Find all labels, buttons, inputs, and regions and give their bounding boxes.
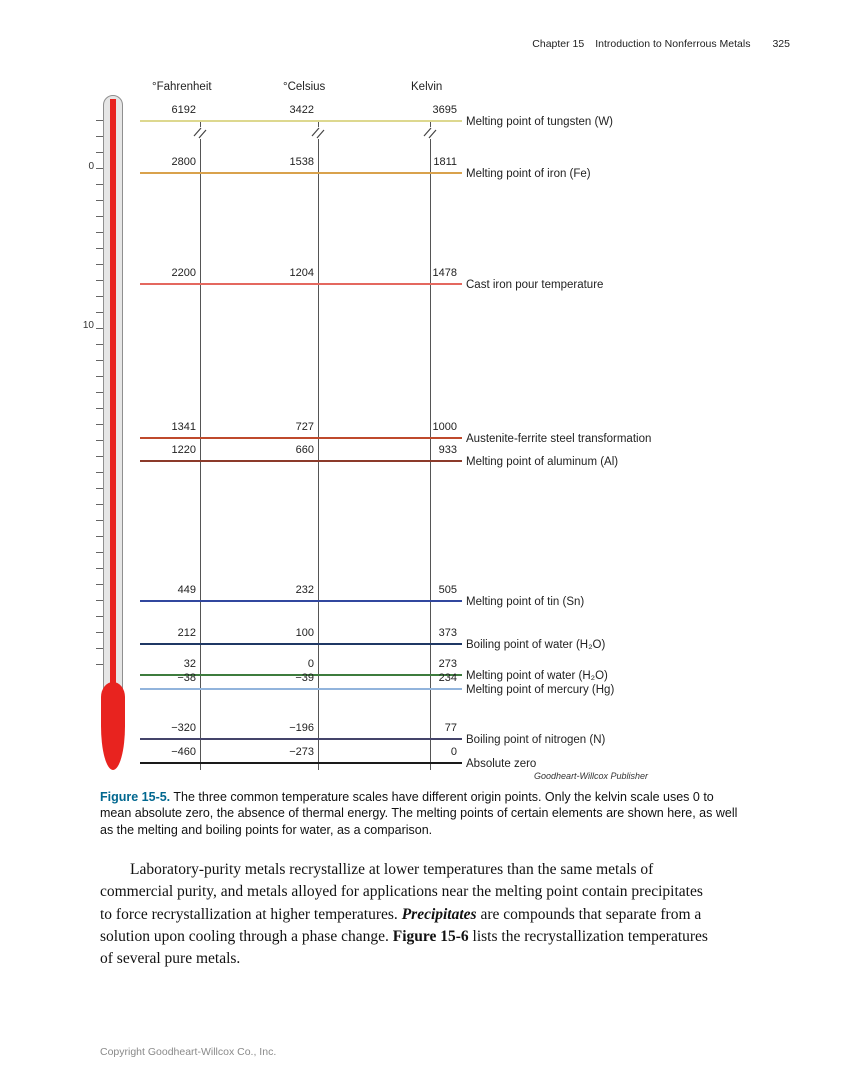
fahrenheit-value: 2800 bbox=[171, 156, 196, 168]
thermometer-tick bbox=[96, 616, 103, 617]
kelvin-value: 77 bbox=[444, 722, 457, 734]
body-paragraph bbox=[100, 859, 712, 971]
celsius-value: −39 bbox=[295, 672, 314, 684]
figure-caption-label: Figure 15-5. bbox=[100, 790, 171, 804]
fahrenheit-value: 1341 bbox=[171, 421, 196, 433]
fahrenheit-value: 1220 bbox=[171, 444, 196, 456]
thermometer-tick bbox=[96, 264, 103, 265]
temperature-line bbox=[140, 437, 462, 439]
temperature-annotation: Cast iron pour temperature bbox=[466, 279, 604, 291]
body-text-segment: Laboratory-purity metals recrystallize at lower temperatures than the same metals of commercial purity, and metals alloyed for applications near the melting point contain precipitates to force recrystallization at higher temperatures. bbox=[100, 861, 703, 923]
fahrenheit-value: 32 bbox=[183, 658, 196, 670]
temperature-line bbox=[140, 172, 462, 174]
celsius-value: 0 bbox=[307, 658, 314, 670]
temperature-annotation: Boiling point of nitrogen (N) bbox=[466, 734, 606, 746]
temperature-line bbox=[140, 762, 462, 764]
thermometer-tick bbox=[96, 296, 103, 297]
thermometer-scale-label: 10 bbox=[82, 320, 94, 331]
fahrenheit-value: 449 bbox=[177, 584, 196, 596]
thermometer-tick bbox=[96, 568, 103, 569]
celsius-value: 660 bbox=[295, 444, 314, 456]
celsius-value: 727 bbox=[295, 421, 314, 433]
thermometer-tick bbox=[96, 600, 103, 601]
kelvin-value: 373 bbox=[438, 627, 457, 639]
thermometer-tick bbox=[96, 152, 103, 153]
body-text-segment: are compounds that separate from a solution upon cooling through a phase change. bbox=[100, 905, 702, 945]
temperature-line bbox=[140, 688, 462, 690]
axis-break-icon bbox=[192, 125, 208, 141]
thermometer-tick bbox=[96, 504, 103, 505]
thermometer-tick bbox=[96, 648, 103, 649]
thermometer-tick bbox=[96, 664, 103, 665]
thermometer-tick bbox=[96, 440, 103, 441]
temperature-line bbox=[140, 120, 462, 122]
scale-axis-line bbox=[200, 120, 201, 770]
page-header bbox=[532, 38, 790, 50]
temperature-annotation: Boiling point of water (H₂O) bbox=[466, 639, 606, 651]
kelvin-value: 1811 bbox=[433, 156, 457, 168]
thermometer-tick bbox=[96, 120, 103, 121]
temperature-annotation: Melting point of aluminum (Al) bbox=[466, 456, 619, 468]
temperature-annotation: Absolute zero bbox=[466, 758, 537, 770]
scale-axis-line bbox=[318, 120, 319, 770]
thermometer-tick bbox=[96, 456, 103, 457]
thermometer-tick bbox=[96, 632, 103, 633]
thermometer-bulb bbox=[101, 682, 125, 770]
temperature-annotation: Melting point of mercury (Hg) bbox=[466, 684, 615, 696]
axis-break-icon bbox=[422, 125, 438, 141]
temperature-annotation: Melting point of water (H₂O) bbox=[466, 670, 608, 682]
thermometer-scale-label: 0 bbox=[88, 161, 94, 172]
fahrenheit-value: −320 bbox=[171, 722, 196, 734]
kelvin-value: 234 bbox=[438, 672, 457, 684]
body-text-segment: lists the recrystallization temperatures of several pure metals. bbox=[100, 927, 708, 968]
temperature-line bbox=[140, 600, 462, 602]
temperature-line bbox=[140, 283, 462, 285]
thermometer-tick bbox=[96, 216, 103, 217]
fahrenheit-value: −38 bbox=[177, 672, 196, 684]
figure-credit: Goodheart-Willcox Publisher bbox=[534, 771, 648, 781]
thermometer-tick bbox=[96, 328, 103, 329]
chapter-title: Introduction to Nonferrous Metals bbox=[595, 38, 751, 50]
scale-column-header: Kelvin bbox=[411, 81, 443, 93]
thermometer-tick bbox=[96, 360, 103, 361]
page-number: 325 bbox=[772, 38, 790, 50]
celsius-value: −273 bbox=[289, 746, 314, 758]
thermometer-tick bbox=[96, 136, 103, 137]
scale-column-header: °Fahrenheit bbox=[152, 81, 212, 93]
thermometer-tick bbox=[96, 280, 103, 281]
thermometer-tick bbox=[96, 488, 103, 489]
thermometer-tick bbox=[96, 520, 103, 521]
temperature-line bbox=[140, 460, 462, 462]
copyright-footer: Copyright Goodheart-Willcox Co., Inc. bbox=[100, 1046, 277, 1058]
celsius-value: −196 bbox=[289, 722, 314, 734]
fahrenheit-value: 6192 bbox=[171, 104, 196, 116]
temperature-annotation: Austenite-ferrite steel transformation bbox=[466, 433, 652, 445]
thermometer-mercury-column bbox=[110, 99, 116, 691]
body-text-segment: Figure 15-6 bbox=[392, 927, 469, 945]
kelvin-value: 1478 bbox=[432, 267, 457, 279]
fahrenheit-value: 2200 bbox=[171, 267, 196, 279]
fahrenheit-value: 212 bbox=[177, 627, 196, 639]
thermometer-tick bbox=[96, 552, 103, 553]
kelvin-value: 1000 bbox=[432, 421, 457, 433]
fahrenheit-value: −460 bbox=[171, 746, 196, 758]
thermometer-tick bbox=[96, 584, 103, 585]
kelvin-value: 505 bbox=[438, 584, 457, 596]
celsius-value: 1538 bbox=[289, 156, 314, 168]
kelvin-value: 273 bbox=[438, 658, 457, 670]
axis-break-icon bbox=[310, 125, 326, 141]
kelvin-value: 3695 bbox=[432, 104, 457, 116]
thermometer-tick bbox=[96, 376, 103, 377]
temperature-line bbox=[140, 643, 462, 645]
scale-column-header: °Celsius bbox=[283, 81, 326, 93]
body-text-segment: Precipitates bbox=[401, 905, 477, 923]
kelvin-value: 933 bbox=[438, 444, 457, 456]
thermometer-tick bbox=[96, 424, 103, 425]
figure-caption bbox=[100, 789, 740, 838]
thermometer-tick bbox=[96, 408, 103, 409]
thermometer-tick bbox=[96, 536, 103, 537]
temperature-annotation: Melting point of tungsten (W) bbox=[466, 116, 614, 128]
temperature-annotation: Melting point of iron (Fe) bbox=[466, 168, 591, 180]
thermometer-tick bbox=[96, 232, 103, 233]
temperature-annotation: Melting point of tin (Sn) bbox=[466, 596, 585, 608]
thermometer-tick bbox=[96, 344, 103, 345]
thermometer-tick bbox=[96, 472, 103, 473]
celsius-value: 3422 bbox=[289, 104, 314, 116]
celsius-value: 1204 bbox=[289, 267, 314, 279]
celsius-value: 100 bbox=[295, 627, 314, 639]
chapter-label: Chapter 15 bbox=[532, 38, 585, 50]
thermometer-tick bbox=[96, 184, 103, 185]
figure-caption-text: The three common temperature scales have different origin points. Only the kelvin scale uses 0 to mean absolute zero, the absence of thermal energy. The melting points of certain elements are shown here, as well as the melting and boiling points for water, as a comparison. bbox=[100, 790, 738, 837]
thermometer-tick bbox=[96, 312, 103, 313]
thermometer-tick bbox=[96, 168, 103, 169]
thermometer-tick bbox=[96, 248, 103, 249]
celsius-value: 232 bbox=[295, 584, 314, 596]
temperature-line bbox=[140, 738, 462, 740]
kelvin-value: 0 bbox=[450, 746, 457, 758]
thermometer-tick bbox=[96, 200, 103, 201]
thermometer-tick bbox=[96, 392, 103, 393]
